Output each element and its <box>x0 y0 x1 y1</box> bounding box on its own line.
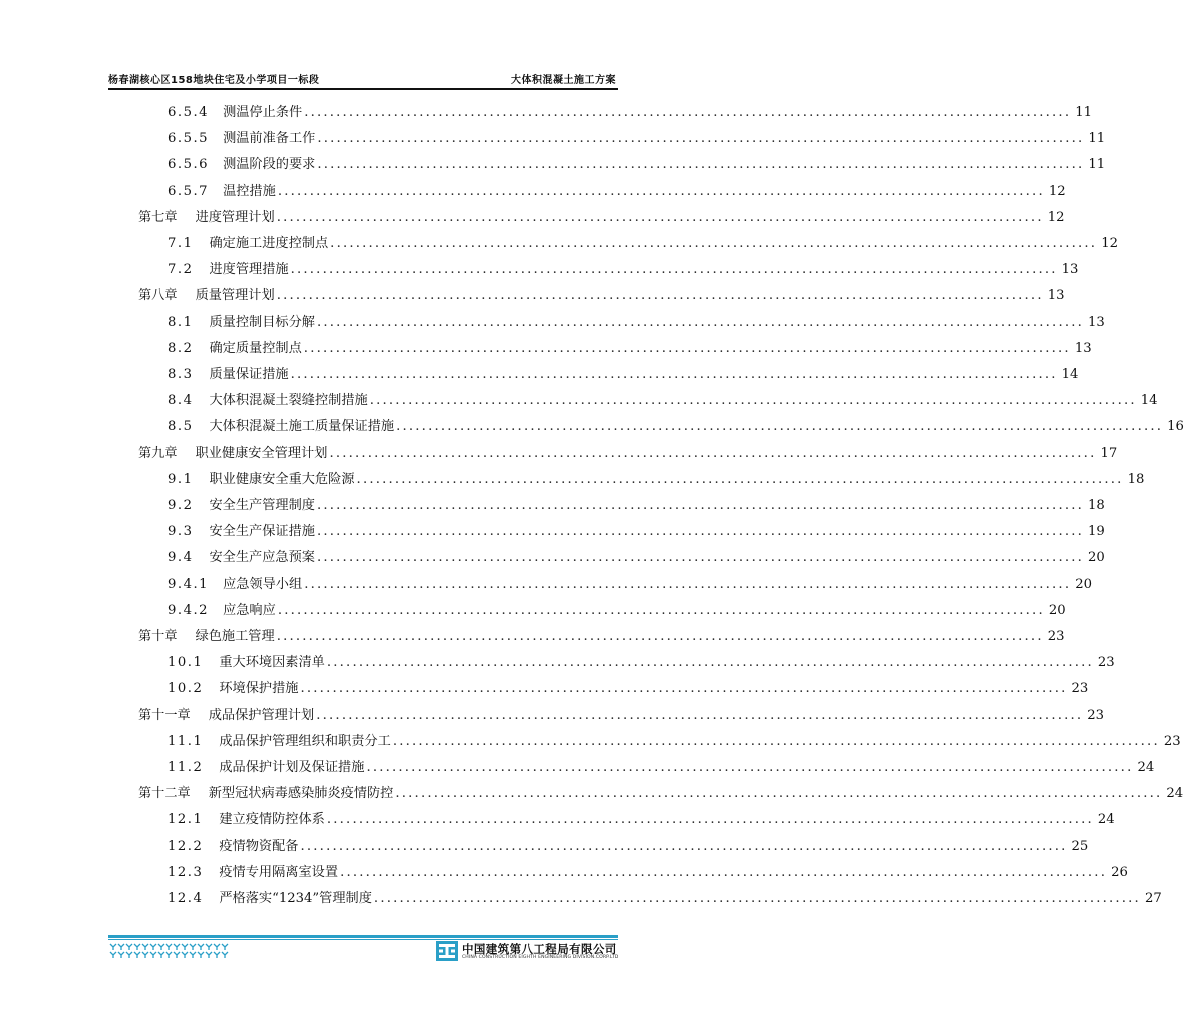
pattern-mark <box>182 952 188 958</box>
toc-entry-title: 测温停止条件 <box>223 105 303 120</box>
toc-entry-title: 重大环境因素清单 <box>219 655 325 671</box>
toc-entry-title: 进度管理计划 <box>195 209 275 225</box>
toc-entry[interactable] <box>138 624 1065 650</box>
toc-dot-leader: ........................................................................................................................ <box>356 471 1124 487</box>
pattern-mark <box>190 944 196 950</box>
toc-entry-number: 11.1 <box>168 733 204 749</box>
toc-entry-page: 20 <box>1048 602 1066 618</box>
toc-entry-title: 环境保护措施 <box>219 681 299 697</box>
toc-dot-leader: ........................................................................................................................ <box>316 550 1085 566</box>
toc-dot-leader: ........................................................................................................................ <box>304 576 1072 592</box>
toc-entry[interactable] <box>168 179 1066 205</box>
pattern-mark <box>118 944 124 950</box>
toc-entry[interactable] <box>168 388 1158 414</box>
toc-entry-number: 第十一章 <box>138 707 191 723</box>
page-header <box>108 68 616 88</box>
toc-entry-page: 11 <box>1088 131 1106 147</box>
toc-entry[interactable] <box>168 572 1092 598</box>
toc-entry[interactable] <box>168 545 1105 571</box>
toc-entry-page: 14 <box>1061 367 1079 382</box>
toc-dot-leader: ........................................................................................................................ <box>316 498 1085 513</box>
toc-entry-page: 17 <box>1100 445 1118 461</box>
toc-entry[interactable] <box>138 703 1105 729</box>
pattern-mark <box>206 944 212 950</box>
header-document-title: 大体积混凝土施工方案 <box>511 75 616 86</box>
toc-entry[interactable] <box>168 860 1128 886</box>
toc-entry-number: 8.1 <box>168 314 194 330</box>
toc-entry[interactable] <box>168 414 1184 440</box>
toc-entry[interactable] <box>168 336 1092 362</box>
toc-entry-number: 8.4 <box>168 393 194 409</box>
toc-dot-leader: ........................................................................................................................ <box>277 183 1045 199</box>
toc-entry[interactable] <box>168 676 1089 702</box>
toc-entry-title: 疫情专用隔离室设置 <box>219 864 339 880</box>
toc-dot-leader: ........................................................................................................................ <box>300 681 1068 697</box>
toc-entry[interactable] <box>168 886 1162 912</box>
toc-entry-page: 23 <box>1071 681 1089 697</box>
pattern-mark <box>174 944 180 950</box>
toc-entry-title: 大体积混凝土裂缝控制措施 <box>209 393 368 409</box>
toc-dot-leader: ........................................................................................................................ <box>276 629 1044 644</box>
toc-entry-page: 14 <box>1140 393 1158 409</box>
toc-entry-page: 26 <box>1111 864 1128 880</box>
toc-dot-leader: ........................................................................................................................ <box>326 655 1094 671</box>
toc-entry-title: 职业健康安全管理计划 <box>195 445 328 461</box>
pattern-mark <box>198 944 204 950</box>
toc-entry-title: 成品保护管理计划 <box>208 707 315 723</box>
toc-entry-number: 第七章 <box>138 209 178 225</box>
toc-entry-title: 测温阶段的要求 <box>223 157 316 173</box>
toc-entry-page: 24 <box>1166 786 1184 802</box>
toc-entry-number: 12.4 <box>168 891 204 906</box>
pattern-mark <box>126 952 132 958</box>
toc-entry[interactable] <box>138 441 1118 467</box>
toc-entry[interactable] <box>168 834 1089 860</box>
pattern-mark <box>150 952 156 958</box>
pattern-mark <box>118 952 124 958</box>
toc-entry-page: 13 <box>1088 314 1105 330</box>
toc-entry-number: 第九章 <box>138 445 178 461</box>
toc-entry-title: 应急响应 <box>223 602 276 618</box>
toc-dot-leader: ........................................................................................................................ <box>326 812 1094 828</box>
toc-entry[interactable] <box>168 310 1105 336</box>
pattern-mark <box>222 944 228 950</box>
toc-entry-title: 应急领导小组 <box>223 576 303 592</box>
toc-entry-title: 建立疫情防控体系 <box>219 812 325 828</box>
toc-dot-leader: ........................................................................................................................ <box>276 209 1044 225</box>
pattern-mark <box>222 952 228 958</box>
pattern-mark <box>190 952 196 958</box>
pattern-mark <box>110 944 116 950</box>
toc-entry-title: 质量控制目标分解 <box>209 314 315 330</box>
toc-dot-leader: ........................................................................................................................ <box>369 393 1137 409</box>
pattern-mark <box>174 952 180 958</box>
toc-entry[interactable] <box>168 467 1145 493</box>
toc-entry-number: 9.4 <box>168 550 194 566</box>
toc-entry[interactable] <box>168 598 1066 624</box>
toc-entry-page: 18 <box>1088 498 1105 513</box>
footer-decorative-pattern <box>108 942 228 960</box>
toc-entry-page: 16 <box>1167 419 1184 435</box>
toc-dot-leader: ........................................................................................................................ <box>300 838 1068 854</box>
toc-entry-page: 18 <box>1127 471 1145 487</box>
toc-entry[interactable] <box>168 519 1105 545</box>
company-logo-icon <box>436 941 458 961</box>
toc-entry-title: 职业健康安全重大危险源 <box>209 471 355 487</box>
toc-dot-leader: ........................................................................................................................ <box>396 419 1164 435</box>
toc-entry-number: 6.5.4 <box>168 105 210 120</box>
toc-dot-leader: ........................................................................................................................ <box>330 236 1098 251</box>
toc-entry-number: 7.2 <box>168 262 194 278</box>
toc-entry-page: 24 <box>1137 760 1155 775</box>
toc-dot-leader: ........................................................................................................................ <box>317 157 1085 173</box>
toc-entry-title: 新型冠状病毒感染肺炎疫情防控 <box>208 786 394 802</box>
toc-dot-leader: ........................................................................................................................ <box>303 340 1071 356</box>
toc-entry-number: 7.1 <box>168 236 194 251</box>
toc-entry-page: 13 <box>1074 340 1092 356</box>
pattern-mark <box>158 944 164 950</box>
pattern-mark <box>166 952 172 958</box>
toc-dot-leader: ........................................................................................................................ <box>366 760 1134 775</box>
toc-entry[interactable] <box>168 126 1106 152</box>
toc-dot-leader: ........................................................................................................................ <box>392 733 1160 749</box>
toc-dot-leader: ........................................................................................................................ <box>316 707 1084 723</box>
toc-entry-page: 11 <box>1088 157 1106 173</box>
toc-entry-page: 20 <box>1088 550 1105 566</box>
pattern-mark <box>198 952 204 958</box>
toc-entry-number: 第八章 <box>138 288 178 304</box>
toc-dot-leader: ........................................................................................................................ <box>340 864 1108 880</box>
toc-entry-page: 13 <box>1061 262 1079 278</box>
toc-entry-number: 第十二章 <box>138 786 191 802</box>
toc-dot-leader: ........................................................................................................................ <box>290 367 1058 382</box>
pattern-mark <box>110 952 116 958</box>
toc-entry[interactable] <box>168 729 1181 755</box>
toc-entry-page: 27 <box>1144 891 1162 906</box>
pattern-mark <box>126 944 132 950</box>
toc-dot-leader: ........................................................................................................................ <box>316 524 1085 540</box>
toc-dot-leader: ........................................................................................................................ <box>290 262 1058 278</box>
toc-entry-page: 12 <box>1048 183 1066 199</box>
toc-entry-page: 24 <box>1097 812 1115 828</box>
toc-entry[interactable] <box>168 362 1079 388</box>
toc-dot-leader: ........................................................................................................................ <box>329 445 1097 461</box>
toc-entry-title: 质量保证措施 <box>209 367 289 382</box>
toc-entry-title: 确定质量控制点 <box>209 340 302 356</box>
toc-dot-leader: ........................................................................................................................ <box>304 105 1072 120</box>
toc-entry-page: 20 <box>1075 576 1092 592</box>
toc-entry-number: 8.3 <box>168 367 194 382</box>
header-divider <box>108 88 618 90</box>
toc-entry-number: 9.2 <box>168 498 194 513</box>
toc-entry[interactable] <box>168 755 1155 781</box>
toc-entry-number: 9.4.2 <box>168 602 210 618</box>
pattern-mark <box>134 944 140 950</box>
toc-entry-title: 成品保护计划及保证措施 <box>219 760 365 775</box>
pattern-mark <box>134 952 140 958</box>
toc-entry-title: 质量管理计划 <box>195 288 275 304</box>
pattern-mark <box>206 952 212 958</box>
pattern-mark <box>166 944 172 950</box>
toc-entry-page: 11 <box>1075 105 1092 120</box>
pattern-mark <box>214 944 220 950</box>
toc-dot-leader: ........................................................................................................................ <box>316 314 1085 330</box>
pattern-mark <box>142 944 148 950</box>
toc-entry-title: 大体积混凝土施工质量保证措施 <box>209 419 395 435</box>
pattern-mark <box>158 952 164 958</box>
footer-company-name: 中国建筑第八工程局有限公司 <box>462 942 617 956</box>
toc-entry-page: 25 <box>1071 838 1089 854</box>
footer-divider-thin <box>108 939 618 940</box>
toc-entry[interactable] <box>168 493 1105 519</box>
toc-entry[interactable] <box>138 781 1184 807</box>
toc-entry-number: 12.2 <box>168 838 204 854</box>
toc-dot-leader: ........................................................................................................................ <box>317 131 1085 147</box>
toc-entry-number: 6.5.7 <box>168 183 210 199</box>
header-project-name: 杨春湖核心区158地块住宅及小学项目一标段 <box>108 75 320 86</box>
pattern-mark <box>142 952 148 958</box>
toc-entry-title: 进度管理措施 <box>209 262 289 278</box>
toc-dot-leader: ........................................................................................................................ <box>395 786 1163 802</box>
footer-divider <box>108 935 618 938</box>
toc-entry-number: 第十章 <box>138 629 178 644</box>
toc-entry-page: 23 <box>1163 733 1181 749</box>
toc-entry[interactable] <box>138 205 1065 231</box>
toc-entry-page: 23 <box>1047 629 1065 644</box>
toc-entry-number: 9.3 <box>168 524 194 540</box>
toc-entry-page: 13 <box>1047 288 1065 304</box>
toc-entry-title: 安全生产保证措施 <box>209 524 315 540</box>
toc-entry-number: 11.2 <box>168 760 204 775</box>
toc-entry[interactable] <box>168 152 1106 178</box>
toc-dot-leader: ........................................................................................................................ <box>276 288 1044 304</box>
toc-entry-page: 23 <box>1087 707 1105 723</box>
toc-entry-number: 10.1 <box>168 655 204 671</box>
pattern-mark <box>182 944 188 950</box>
pattern-mark <box>150 944 156 950</box>
toc-entry-title: 绿色施工管理 <box>195 629 275 644</box>
toc-entry-number: 10.2 <box>168 681 204 697</box>
toc-entry-number: 8.5 <box>168 419 194 435</box>
toc-entry-number: 6.5.6 <box>168 157 210 173</box>
toc-entry-page: 12 <box>1101 236 1118 251</box>
toc-entry-page: 23 <box>1097 655 1115 671</box>
toc-entry-title: 温控措施 <box>223 183 276 199</box>
toc-entry-title: 严格落实“1234”管理制度 <box>219 891 372 906</box>
toc-entry-title: 疫情物资配备 <box>219 838 299 854</box>
toc-entry[interactable] <box>138 283 1065 309</box>
toc-dot-leader: ........................................................................................................................ <box>277 602 1045 618</box>
footer-company-name-en: CHINA CONSTRUCTION EIGHTH ENGINEERING DIVISION.CORP.LTD <box>462 955 619 960</box>
toc-entry-number: 6.5.5 <box>168 131 210 147</box>
toc-entry-title: 测温前准备工作 <box>223 131 316 147</box>
toc-entry[interactable] <box>168 100 1092 126</box>
toc-entry[interactable] <box>168 807 1115 833</box>
toc-entry-number: 8.2 <box>168 340 194 356</box>
toc-entry-number: 12.1 <box>168 812 204 828</box>
toc-entry-page: 12 <box>1047 209 1065 225</box>
toc-entry-title: 安全生产应急预案 <box>209 550 315 566</box>
toc-dot-leader: ........................................................................................................................ <box>373 891 1141 906</box>
pattern-mark <box>214 952 220 958</box>
toc-entry-number: 9.4.1 <box>168 576 210 592</box>
toc-entry[interactable] <box>168 257 1079 283</box>
toc-entry-title: 成品保护管理组织和职责分工 <box>219 733 391 749</box>
toc-entry[interactable] <box>168 231 1118 257</box>
toc-entry-number: 9.1 <box>168 471 194 487</box>
toc-entry[interactable] <box>168 650 1115 676</box>
toc-entry-title: 确定施工进度控制点 <box>209 236 329 251</box>
toc-entry-number: 12.3 <box>168 864 204 880</box>
toc-entry-title: 安全生产管理制度 <box>209 498 315 513</box>
toc-entry-page: 19 <box>1088 524 1105 540</box>
